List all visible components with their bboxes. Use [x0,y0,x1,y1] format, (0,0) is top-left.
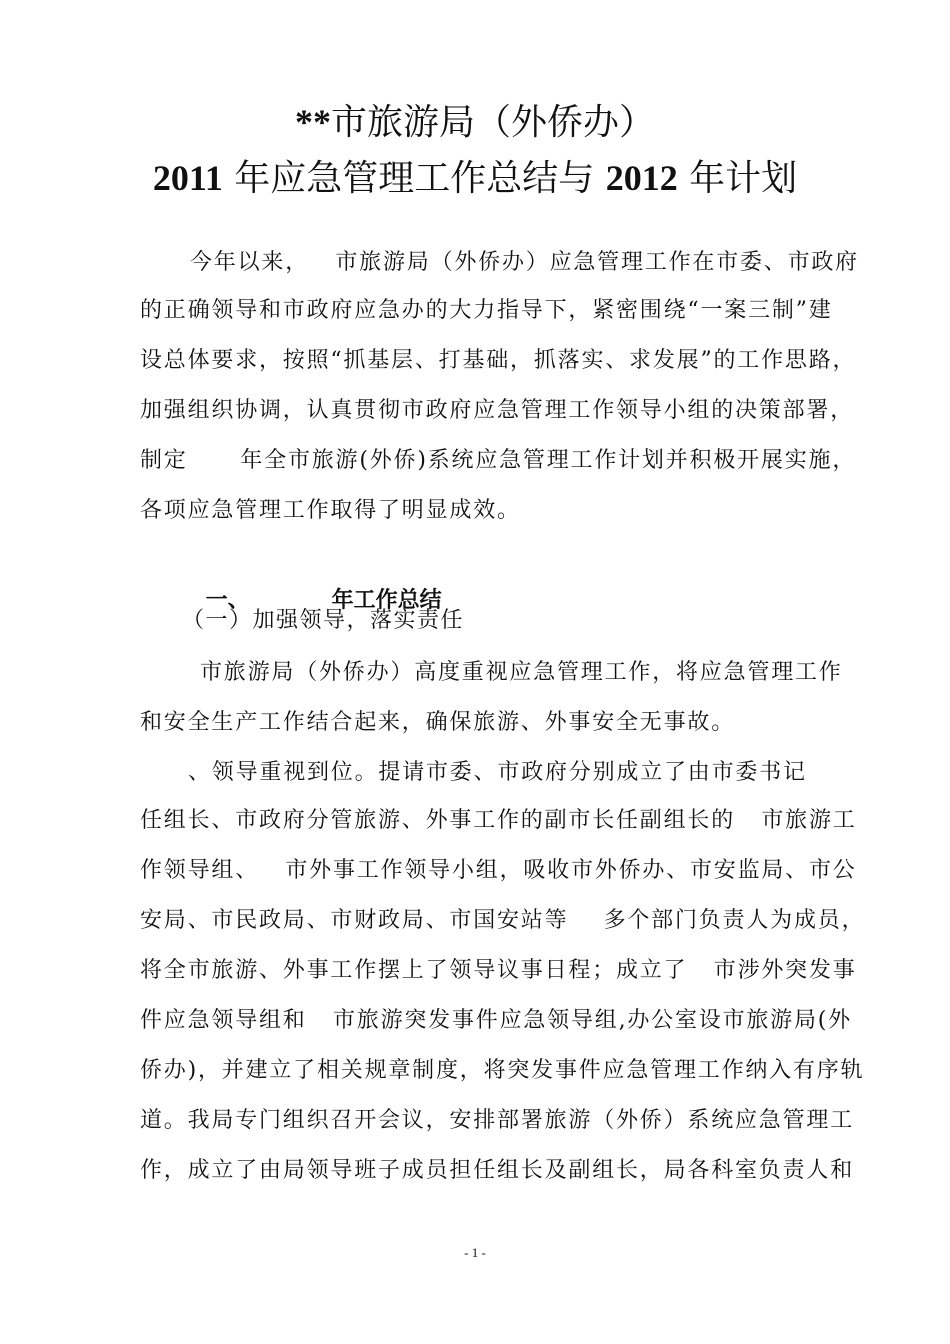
title-text-part2: 年计划 [677,158,798,199]
para2-line-1: 市旅游局（外侨办）高度重视应急管理工作，将应急管理工作 [200,660,843,685]
para3-line-3: 作领导组、 市外事工作领导小组，吸收市外侨办、市安监局、市公 [140,858,857,883]
para3-line-4: 安局、市民政局、市财政局、市国安站等 多个部门负责人为成员， [140,908,866,933]
document-title-line2 [0,156,950,201]
para3-line-1: 、领导重视到位。提请市委、市政府分别成立了由市委书记 [188,760,807,785]
para3-line-8: 道。我局专门组织召开会议，安排部署旅游（外侨）系统应急管理工 [140,1108,855,1133]
para3-line-6: 件应急领导组和 市旅游突发事件应急领导组,办公室设市旅游局(外 [140,1008,852,1033]
intro-line-4: 加强组织协调，认真贯彻市政府应急管理工作领导小组的决策部署， [140,398,855,423]
document-title-line1 [0,100,950,145]
para3-line-9: 作，成立了由局领导班子成员担任组长及副组长，局各科室负责人和 [140,1158,855,1183]
intro-line-2: 的正确领导和市政府应急办的大力指导下，紧密围绕“一案三制”建 [140,298,833,323]
page-number: - 1 - [464,1245,486,1260]
title-prefix: ** [294,102,331,142]
title-text-part1: 年应急管理工作总结与 [222,158,606,199]
intro-line-5: 制定 年全市旅游(外侨)系统应急管理工作计划并积极开展实施， [140,448,857,473]
para3-line-7: 侨办)，并建立了相关规章制度，将突发事件应急管理工作纳入有序轨 [140,1058,865,1083]
section-title: 年工作总结 [331,588,442,613]
title-agency: 市旅游局（外侨办） [330,102,655,143]
title-year-2012: 2012 [605,158,678,198]
intro-line-6: 各项应急管理工作取得了明显成效。 [140,498,521,523]
intro-line-3: 设总体要求，按照“抓基层、打基础，抓落实、求发展”的工作思路， [140,348,857,373]
section-number: 一、 [205,588,250,613]
para3-line-2: 任组长、市政府分管旅游、外事工作的副市长任副组长的 市旅游工 [140,808,857,833]
intro-line-1: 今年以来， 市旅游局（外侨办）应急管理工作在市委、市政府 [190,250,859,275]
subsection-heading-1: （一）加强领导，落实责任 [182,608,465,633]
para3-line-5: 将全市旅游、外事工作摆上了领导议事日程；成立了 市涉外突发事 [140,958,857,983]
title-year-2011: 2011 [152,158,223,198]
para2-line-2: 和安全生产工作结合起来，确保旅游、外事安全无事故。 [140,710,736,735]
